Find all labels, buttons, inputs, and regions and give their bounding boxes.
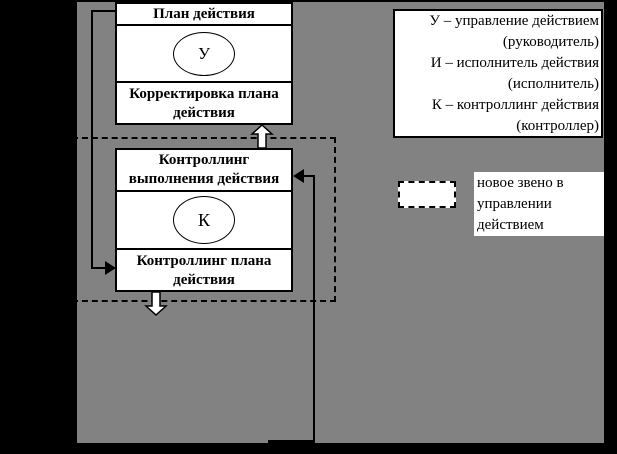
plan-box-title: План действия	[117, 4, 291, 26]
plan-box-circle-section	[117, 26, 291, 83]
up-arrow-icon	[250, 124, 274, 149]
down-arrow-icon	[144, 291, 168, 316]
new-link-note	[474, 172, 604, 236]
manager-circle	[173, 32, 235, 76]
new-link-note-line: новое звено в	[477, 175, 564, 191]
plan-controlling-label	[117, 250, 291, 290]
connector-plan-top-horizontal	[91, 10, 117, 12]
plan-controlling-line: Контроллинг плана	[136, 253, 272, 269]
connector-left-vertical	[91, 10, 93, 269]
legend-dashed-sample	[398, 181, 456, 208]
controller-circle-label: К	[197, 209, 210, 230]
legend-box	[393, 9, 603, 138]
controlling-box	[115, 148, 293, 292]
controlling-title-line: выполнения действия	[128, 171, 280, 187]
new-link-note-line: действием	[477, 217, 544, 233]
new-link-note-line: управлении	[477, 196, 552, 212]
legend-entry-line: (контроллер)	[516, 118, 599, 134]
controller-circle	[173, 196, 235, 244]
legend-entry-line: И – исполнитель действия	[430, 55, 599, 71]
arrowhead-into-controlling-right-icon	[293, 169, 304, 183]
connector-right-vertical	[313, 175, 315, 443]
plan-correction-label	[117, 83, 291, 123]
legend-entry	[397, 11, 599, 53]
plan-correction-line: действия	[173, 105, 235, 121]
legend-entry	[397, 95, 599, 137]
connector-bottom-stub	[268, 440, 315, 443]
legend-entry-line: К – контроллинг действия	[431, 97, 599, 113]
controlling-box-circle-section	[117, 192, 291, 250]
legend-entry-line: (исполнитель)	[507, 76, 599, 92]
controlling-box-title	[117, 150, 291, 192]
controlling-title-line: Контроллинг	[158, 152, 250, 168]
legend-entry-line: У – управление действием	[429, 13, 599, 29]
legend-entry-line: (руководитель)	[502, 34, 599, 50]
manager-circle-label: У	[197, 43, 211, 63]
plan-controlling-line: действия	[173, 272, 235, 288]
plan-correction-line: Корректировка плана	[129, 86, 279, 102]
plan-box	[115, 2, 293, 125]
legend-entry	[397, 53, 599, 95]
